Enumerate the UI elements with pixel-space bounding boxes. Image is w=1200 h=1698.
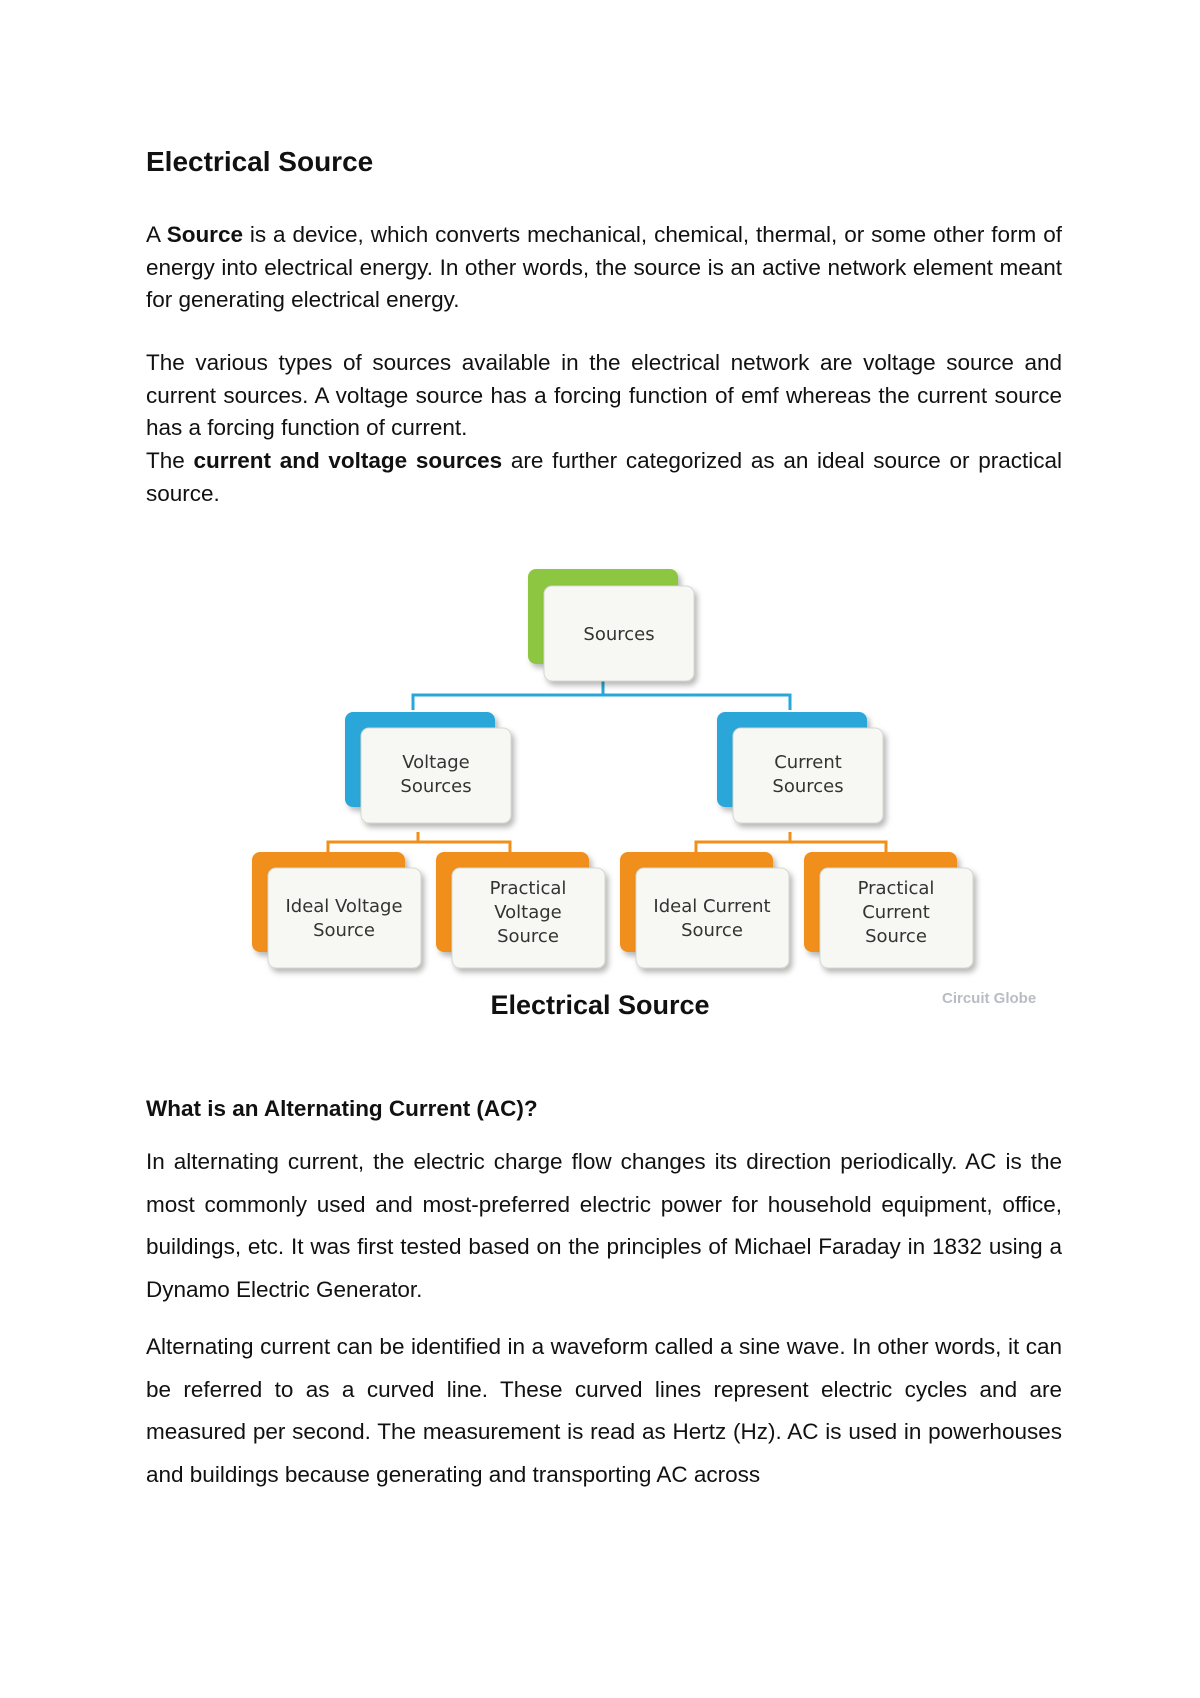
node-practical-voltage-line2: Voltage — [494, 902, 562, 923]
sources-hierarchy-diagram — [240, 552, 1000, 1032]
node-practical-current-line1: Practical — [857, 878, 935, 899]
connector-root — [413, 680, 790, 710]
node-practical-voltage-line3: Source — [497, 926, 559, 947]
node-ideal-current-line1: Ideal Current — [653, 896, 771, 917]
node-ideal-current-source — [620, 852, 789, 968]
categorized-rest: are further categorized as an ideal source or practical source. — [146, 448, 1063, 506]
page-title: Electrical Source — [146, 146, 374, 177]
node-ideal-voltage-box — [268, 868, 421, 968]
node-practical-voltage-source — [436, 852, 605, 968]
node-practical-current-source — [804, 852, 973, 968]
types-paragraph: The various types of sources available in the electrical network are voltage source and current sources. A voltage source has a forcing function of emf whereas the current source has a forcing function of current. — [146, 350, 1062, 440]
node-voltage-line1: Voltage — [402, 752, 470, 773]
node-current-line2: Sources — [772, 776, 844, 797]
figure-watermark: Circuit Globe — [942, 990, 1037, 1007]
node-ideal-current-line2: Source — [681, 920, 743, 941]
connector-current — [696, 832, 886, 852]
intro-paragraph — [146, 219, 1062, 317]
intro-rest: is a device, which converts mechanical, chemical, thermal, or some other form of energy into electrical energy. In other words, the source is an active network element meant for generating electrical energy. — [146, 222, 1062, 312]
connector-voltage — [328, 832, 510, 852]
node-voltage-sources — [345, 712, 511, 823]
node-ideal-voltage-source — [252, 852, 421, 968]
categorized-lead: The — [146, 448, 194, 473]
intro-term: Source — [166, 222, 243, 247]
figure-caption: Electrical Source — [490, 990, 710, 1020]
node-ideal-voltage-line1: Ideal Voltage — [285, 896, 403, 917]
node-ideal-current-box — [636, 868, 789, 968]
node-current-line1: Current — [774, 752, 842, 773]
categorized-term: current and voltage sources — [193, 448, 503, 473]
intro-lead: A — [146, 222, 167, 247]
node-practical-current-line3: Source — [865, 926, 927, 947]
ac-heading: What is an Alternating Current (AC)? — [146, 1096, 538, 1121]
node-practical-current-line2: Current — [862, 902, 930, 923]
ac-paragraph-1: In alternating current, the electric charge flow changes its direction periodically. AC is the most commonly used and most-preferred electric power for household equipment, office, buildings, etc. It was first tested based on the principles of Michael Faraday in 1832 using a Dynamo Electric Generator. — [146, 1149, 1062, 1302]
categorized-paragraph — [146, 445, 1062, 510]
node-current-sources — [717, 712, 883, 823]
node-sources-label: Sources — [583, 624, 655, 645]
node-practical-voltage-line1: Practical — [489, 878, 567, 899]
node-voltage-line2: Sources — [400, 776, 472, 797]
node-sources — [528, 569, 694, 681]
node-ideal-voltage-line2: Source — [313, 920, 375, 941]
ac-paragraph-2: Alternating current can be identified in a waveform called a sine wave. In other words, it can be referred to as a curved line. These curved lines represent electric cycles and are measured per second. The measurement is read as Hertz (Hz). AC is used in powerhouses and buildings because generating and transporting AC across — [146, 1334, 1062, 1487]
